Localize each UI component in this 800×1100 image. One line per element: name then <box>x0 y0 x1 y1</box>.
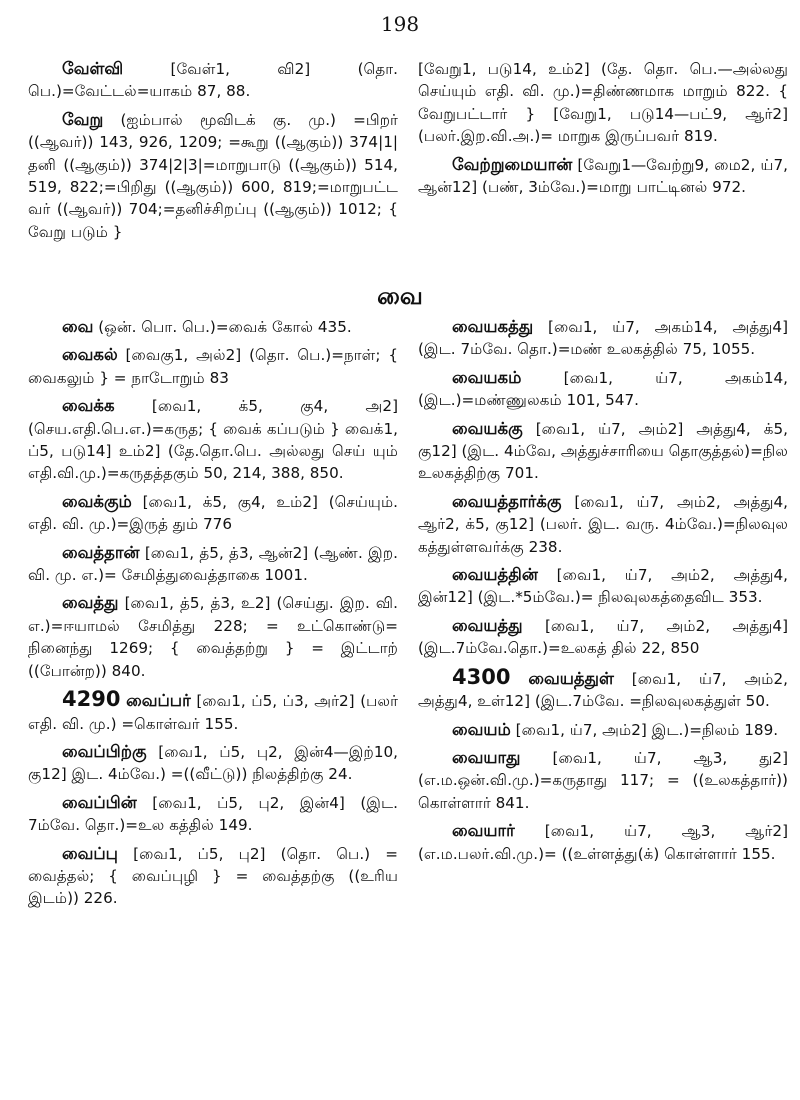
dictionary-entry <box>418 367 788 412</box>
page-number: 198 <box>380 12 420 36</box>
headword: வை <box>62 317 94 336</box>
entry-text: [வை1, ப்5, பு2, இன்4] (இட. 7ம்வே. தொ.)=உல கத்தில் 149. <box>28 793 398 835</box>
dictionary-entry <box>418 154 788 199</box>
dictionary-entry <box>28 843 398 910</box>
dictionary-entry <box>28 316 398 338</box>
headword: வையம் <box>452 719 511 739</box>
entry-text: [வை1, க்5, கு4, அ2] (செய.எதி.பெ.எ.)=கருத; { வைக் கப்படும் } வைக்1, ப்5, படு14] உம்2] (தே.தொ.பெ. அல்லது செய் யும் எதி.வி.மு.)=கருதத்தகும் 50, 214, 388, 850. <box>28 397 399 483</box>
dictionary-entry <box>28 58 398 103</box>
headword: வைப்பு <box>62 843 118 863</box>
dictionary-entry <box>28 491 398 536</box>
dictionary-entry <box>418 316 788 361</box>
entry-text: [வை1, ய்7, அகம்14, (இட.)=மண்ணுலகம் 101, 547. <box>418 368 788 410</box>
dictionary-entry <box>28 792 398 837</box>
headword: வேற்றுமையான் <box>452 154 573 174</box>
top-left-column <box>28 58 398 249</box>
dictionary-entry <box>28 542 398 587</box>
headword: வையகத்து <box>452 317 534 336</box>
dictionary-entry <box>418 666 788 713</box>
entry-text: [வை1, ய்7, அம்2] இட.)=நிலம் 189. <box>515 720 779 739</box>
headword: வைப்பர் <box>126 691 191 711</box>
entry-text: [வை1, ய்7, அம்2, அத்து4](இட.7ம்வே.தொ.)=உலகத் தில் 22, 850 <box>418 616 788 658</box>
headword: வையார் <box>452 821 515 841</box>
entry-text: [வேறு1, படு14, உம்2] (தே. தொ. பெ.—அல்லது செய்யும் எதி. வி. மு.)=திண்ணமாக மாறும் 822. { வேறுபட்டார் } [வேறு1, படு14—பட்9, ஆர்2] (பலர்.இற.வி.அ.)= மாறுக இருப்பவர் 819. <box>418 60 788 146</box>
headword: வேள்வி <box>62 59 124 78</box>
dictionary-entry <box>418 820 788 865</box>
top-right-column <box>418 58 788 204</box>
dictionary-entry <box>418 719 788 741</box>
entry-text: [வைகு1, அல்2] (தொ. பெ.)=நாள்; { வைகலும் } = நாடோறும் 83 <box>28 346 398 387</box>
section-heading: வை <box>377 282 423 310</box>
entry-text: [வை1, ய்7, அம்2] அத்து4, க்5, கு12] (இட. 4ம்வே, அத்துச்சாரியை தொகுத்தல்)=நில உலகத்திற்கு 701. <box>418 419 788 483</box>
dictionary-entry <box>28 688 398 735</box>
left-column <box>28 316 398 916</box>
entry-text: [வை1, ய்7, அம்2, அத்து4, இன்12] (இட.*5ம்வே.)= நிலவுலகத்தைவிட 353. <box>418 566 788 607</box>
dictionary-entry <box>28 741 398 786</box>
dictionary-entry-continuation <box>418 58 788 148</box>
headword: வைக்கும் <box>62 491 132 511</box>
headword: வையகம் <box>452 367 522 387</box>
dictionary-entry <box>28 109 398 243</box>
dictionary-entry <box>28 395 398 485</box>
entry-text: (ஐம்பால் மூவிடக் கு. மு.) =பிறர் ((ஆவர்)) 143, 926, 1209; =கூறு ((ஆகும்)) 374|1| தனி ((ஆகும்)) 374|2|3|=மாறுபாடு ((ஆகும்)) 514, 519, 822;=பிறிது ((ஆகும்)) 600, 819;=மாறுபட்ட வர் ((ஆவர்)) 704;=தனிச்சிறப்பு ((ஆகும்)) 1012; { வேறு படும் } <box>28 110 398 241</box>
dictionary-entry <box>418 418 788 485</box>
headword: வேறு <box>62 109 104 129</box>
entry-text: [வை1, ய்7, அகம்14, அத்து4] (இட. 7ம்வே. தொ.)=மண் உலகத்தில் 75, 1055. <box>418 318 788 359</box>
dictionary-entry <box>28 344 398 389</box>
entry-number: 4300 <box>452 664 511 689</box>
headword: வையத்துள் <box>528 668 614 688</box>
entry-text: [வை1, ய்7, ஆ3, து2] (எ.ம.ஒன்.வி.மு.)=கருதாது 117; = ((உலகத்தார்)) கொள்ளார் 841. <box>418 748 788 812</box>
headword: வைக்க <box>62 396 115 416</box>
dictionary-entry <box>418 747 788 814</box>
entry-text: [வை1, ய்7, அம்2, அத்து4, ஆர்2, க்5, கு12] (பலர். இட. வரு. 4ம்வே.)=நிலவுல கத்துள்ளவர்க்கு 238. <box>418 492 789 556</box>
entry-text: [வை1, ய்7, ஆ3, ஆர்2] (எ.ம.பலர்.வி.மு.)= ((உள்ளத்து(க்) கொள்ளார் 155. <box>418 822 788 863</box>
headword: வையத்து <box>452 615 523 635</box>
headword: வைப்பின் <box>62 792 137 812</box>
entry-number: 4290 <box>62 687 121 712</box>
right-column <box>418 316 788 871</box>
entry-text: [வை1, ப்5, பு2, இன்4—இற்10, கு12] இட. 4ம்வே.) =((வீட்டு)) நிலத்திற்கு 24. <box>28 742 398 784</box>
entry-text: [வை1, ப்5, பு2] (தொ. பெ.) = வைத்தல்; { வைப்புழி } = வைத்தற்கு ((உரிய இடம்)) 226. <box>28 844 398 908</box>
entry-text: [வை1, ப்5, ப்3, அர்2] (பலர் எதி. வி. மு.) =கொள்வர் 155. <box>28 692 399 733</box>
headword: வைப்பிற்கு <box>62 741 147 761</box>
headword: வையக்கு <box>452 418 523 438</box>
headword: வைத்து <box>62 593 119 613</box>
entry-text: [வை1, க்5, கு4, உம்2] (செய்யும். எதி. வி. மு.)=இருத் தும் 776 <box>28 492 399 534</box>
entry-text: (ஒன். பொ. பெ.)=வைக் கோல் 435. <box>98 318 352 336</box>
dictionary-entry <box>418 491 788 558</box>
entry-text: [வை1, த்5, த்3, உ2] (செய்து. இற. வி. எ.)=ஈயாமல் சேமித்து 228; = உட்கொண்டு= நினைந்து 1269; { வைத்தற்று } = இட்டாற் ((போன்ற)) 840. <box>28 594 399 680</box>
entry-text: [வை1, த்5, த்3, ஆன்2] (ஆண். இற. வி. மு. எ.)= சேமித்துவைத்தாகை 1001. <box>28 543 398 585</box>
headword: வையாது <box>452 747 521 767</box>
headword: வையத்தார்க்கு <box>452 491 562 511</box>
headword: வைகல் <box>62 345 118 365</box>
headword: வையத்தின் <box>452 565 538 585</box>
entry-text: [வேறு1—வேற்று9, மை2, ய்7, ஆன்12] (பண், 3ம்வே.)=மாறு பாட்டினல் 972. <box>418 155 788 197</box>
entry-text: [வை1, ய்7, அம்2, அத்து4, உள்12] (இட.7ம்வே. =நிலவுலகத்துள் 50. <box>418 669 788 711</box>
headword: வைத்தான் <box>62 542 140 562</box>
dictionary-entry <box>418 615 788 660</box>
dictionary-entry <box>28 592 398 682</box>
dictionary-entry <box>418 564 788 609</box>
entry-text: [வேள்1, வி2] (தொ. பெ.)=வேட்டல்=யாகம் 87, 88. <box>28 60 398 101</box>
